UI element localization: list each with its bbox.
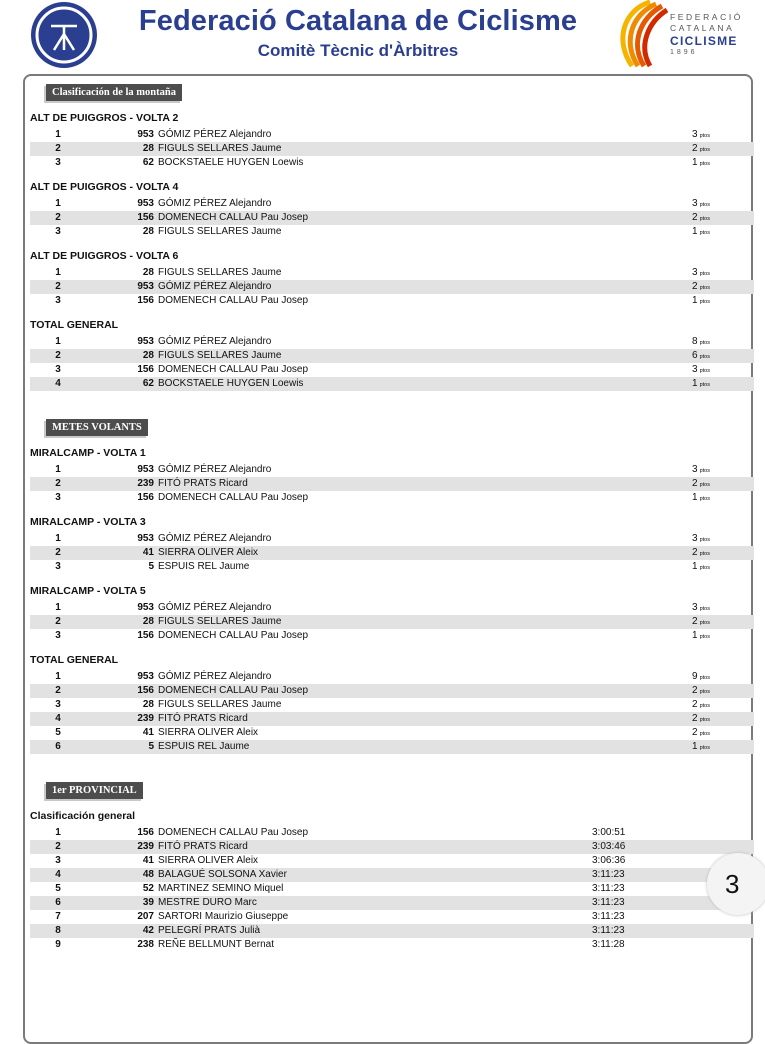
points-unit: ptos (699, 202, 710, 208)
position-cell: 3 (55, 226, 61, 237)
position-cell: 1 (55, 602, 61, 613)
points-value: 2 (692, 685, 698, 696)
position-cell: 3 (55, 561, 61, 572)
dorsal-cell: 52 (142, 883, 154, 894)
group-title: ALT DE PUIGGROS - VOLTA 6 (30, 250, 179, 262)
table-row (30, 128, 754, 142)
rider-name-cell: SIERRA OLIVER Aleix (158, 547, 259, 558)
rider-name-cell: GÓMIZ PÉREZ Alejandro (158, 533, 272, 544)
time-cell: 3:03:46 (592, 841, 626, 852)
dorsal-cell: 156 (137, 295, 154, 306)
results-content (30, 84, 754, 966)
group-title: MIRALCAMP - VOLTA 3 (30, 516, 146, 528)
table-row (30, 211, 754, 225)
rider-name-cell: DOMENECH CALLAU Pau Josep (158, 827, 309, 838)
dorsal-cell: 62 (142, 378, 154, 389)
dorsal-cell: 156 (137, 827, 154, 838)
table-row (30, 684, 754, 698)
points-unit: ptos (699, 468, 710, 474)
points-value: 3 (692, 602, 698, 613)
points-cell (692, 684, 752, 699)
table-row (30, 477, 754, 491)
points-value: 3 (692, 267, 698, 278)
rider-name-cell: SARTORI Maurizio Giuseppe (158, 911, 289, 922)
points-value: 9 (692, 671, 698, 682)
rider-name-cell: SIERRA OLIVER Aleix (158, 727, 259, 738)
table-row (30, 840, 754, 854)
rider-name-cell: GÓMIZ PÉREZ Alejandro (158, 281, 272, 292)
committee-subtitle: Comitè Tècnic d'Àrbitres (257, 41, 459, 60)
rider-name-cell: MESTRE DURO Marc (158, 897, 257, 908)
table-row (30, 197, 754, 211)
points-unit: ptos (699, 368, 710, 374)
position-cell: 3 (55, 364, 61, 375)
points-cell (692, 560, 752, 575)
points-unit: ptos (699, 731, 710, 737)
dorsal-cell: 41 (142, 727, 154, 738)
dorsal-cell: 41 (142, 855, 154, 866)
time-cell: 3:00:51 (592, 827, 626, 838)
position-cell: 2 (55, 212, 61, 223)
position-cell: 3 (55, 699, 61, 710)
table-row (30, 491, 754, 505)
rider-name-cell: GÓMIZ PÉREZ Alejandro (158, 602, 272, 613)
time-cell: 3:11:23 (592, 911, 625, 922)
position-cell: 3 (55, 295, 61, 306)
dorsal-cell: 239 (137, 478, 154, 489)
dorsal-cell: 28 (142, 267, 154, 278)
position-cell: 2 (55, 143, 61, 154)
table-row (30, 349, 754, 363)
position-cell: 1 (55, 336, 61, 347)
rider-name-cell: FIGULS SELLARES Jaume (158, 143, 282, 154)
position-cell: 4 (55, 378, 61, 389)
federation-title: Federació Catalana de Ciclisme (138, 5, 578, 37)
dorsal-cell: 238 (137, 939, 154, 950)
position-cell: 1 (55, 827, 61, 838)
time-cell: 3:11:23 (592, 925, 625, 936)
dorsal-cell: 953 (137, 336, 154, 347)
points-value: 1 (692, 630, 698, 641)
table-row (30, 266, 754, 280)
points-cell (692, 477, 752, 492)
rider-name-cell: GÓMIZ PÉREZ Alejandro (158, 198, 272, 209)
position-cell: 6 (55, 741, 61, 752)
table-row (30, 560, 754, 574)
points-value: 6 (692, 350, 698, 361)
points-cell (692, 670, 752, 685)
position-cell: 3 (55, 855, 61, 866)
points-unit: ptos (699, 634, 710, 640)
points-cell (692, 532, 752, 547)
dorsal-cell: 28 (142, 226, 154, 237)
position-cell: 3 (55, 492, 61, 503)
dorsal-cell: 62 (142, 157, 154, 168)
dorsal-cell: 953 (137, 533, 154, 544)
points-value: 3 (692, 129, 698, 140)
dorsal-cell: 156 (137, 364, 154, 375)
rider-name-cell: GÓMIZ PÉREZ Alejandro (158, 129, 272, 140)
position-cell: 9 (55, 939, 61, 950)
table-row (30, 363, 754, 377)
page-header (0, 0, 765, 74)
position-cell: 1 (55, 464, 61, 475)
position-cell: 5 (55, 883, 61, 894)
dorsal-cell: 48 (142, 869, 154, 880)
dorsal-cell: 239 (137, 713, 154, 724)
rider-name-cell: SIERRA OLIVER Aleix (158, 855, 259, 866)
table-row (30, 629, 754, 643)
position-cell: 2 (55, 350, 61, 361)
points-unit: ptos (699, 496, 710, 502)
position-cell: 3 (55, 630, 61, 641)
table-row (30, 546, 754, 560)
table-row (30, 156, 754, 170)
points-cell (692, 377, 752, 392)
rider-name-cell: GÓMIZ PÉREZ Alejandro (158, 336, 272, 347)
points-cell (692, 211, 752, 226)
points-unit: ptos (699, 285, 710, 291)
table-row (30, 910, 754, 924)
points-unit: ptos (699, 271, 710, 277)
points-unit: ptos (699, 354, 710, 360)
fcc-wordmark (670, 12, 760, 58)
position-cell: 2 (55, 685, 61, 696)
points-unit: ptos (699, 689, 710, 695)
points-value: 2 (692, 212, 698, 223)
points-unit: ptos (699, 161, 710, 167)
group-title: ALT DE PUIGGROS - VOLTA 2 (30, 112, 179, 124)
points-value: 2 (692, 713, 698, 724)
points-unit: ptos (699, 382, 710, 388)
points-cell (692, 712, 752, 727)
dorsal-cell: 953 (137, 281, 154, 292)
rider-name-cell: ESPUIS REL Jaume (158, 741, 250, 752)
points-unit: ptos (699, 703, 710, 709)
table-row (30, 377, 754, 391)
federation-emblem-logo (27, 0, 101, 70)
rider-name-cell: FITÓ PRATS Ricard (158, 713, 248, 724)
header-titles (118, 4, 598, 62)
position-cell: 2 (55, 281, 61, 292)
results-section (30, 405, 754, 754)
rider-name-cell: DOMENECH CALLAU Pau Josep (158, 295, 309, 306)
section-label: 1er PROVINCIAL (46, 782, 143, 799)
dorsal-cell: 953 (137, 671, 154, 682)
section-spacer (30, 405, 754, 419)
points-cell (692, 142, 752, 157)
points-cell (692, 740, 752, 755)
points-value: 3 (692, 198, 698, 209)
points-value: 2 (692, 478, 698, 489)
rider-name-cell: FIGULS SELLARES Jaume (158, 616, 282, 627)
rider-name-cell: PELEGRÍ PRATS Julià (158, 925, 261, 936)
wordmark-line-3: CICLISME (670, 34, 738, 48)
points-value: 2 (692, 727, 698, 738)
points-cell (692, 294, 752, 309)
rider-name-cell: GÓMIZ PÉREZ Alejandro (158, 671, 272, 682)
wordmark-line-2: CATALANA (670, 23, 735, 33)
rider-name-cell: FIGULS SELLARES Jaume (158, 226, 282, 237)
points-unit: ptos (699, 675, 710, 681)
rider-name-cell: DOMENECH CALLAU Pau Josep (158, 685, 309, 696)
points-unit: ptos (699, 340, 710, 346)
points-value: 1 (692, 378, 698, 389)
rider-name-cell: DOMENECH CALLAU Pau Josep (158, 364, 309, 375)
table-row (30, 854, 754, 868)
points-unit: ptos (699, 216, 710, 222)
table-row (30, 670, 754, 684)
points-cell (692, 463, 752, 478)
points-cell (692, 266, 752, 281)
group-title: ALT DE PUIGGROS - VOLTA 4 (30, 181, 179, 193)
position-cell: 4 (55, 869, 61, 880)
rider-name-cell: BOCKSTAELE HUYGEN Loewis (158, 378, 304, 389)
points-value: 3 (692, 533, 698, 544)
position-cell: 4 (55, 713, 61, 724)
points-value: 1 (692, 226, 698, 237)
points-cell (692, 225, 752, 240)
dorsal-cell: 953 (137, 198, 154, 209)
points-cell (692, 349, 752, 364)
points-cell (692, 280, 752, 295)
time-cell: 3:11:23 (592, 883, 625, 894)
table-row (30, 712, 754, 726)
position-cell: 2 (55, 547, 61, 558)
results-section (30, 768, 754, 952)
dorsal-cell: 156 (137, 685, 154, 696)
dorsal-cell: 28 (142, 143, 154, 154)
points-value: 1 (692, 492, 698, 503)
table-row (30, 740, 754, 754)
dorsal-cell: 28 (142, 699, 154, 710)
time-cell: 3:11:28 (592, 939, 625, 950)
rider-name-cell: GÓMIZ PÉREZ Alejandro (158, 464, 272, 475)
dorsal-cell: 953 (137, 602, 154, 613)
section-label: METES VOLANTS (46, 419, 148, 436)
group-title: MIRALCAMP - VOLTA 5 (30, 585, 146, 597)
group-title: TOTAL GENERAL (30, 654, 119, 666)
points-unit: ptos (699, 551, 710, 557)
dorsal-cell: 5 (148, 561, 154, 572)
rider-name-cell: FITÓ PRATS Ricard (158, 841, 248, 852)
position-cell: 1 (55, 533, 61, 544)
group-title: TOTAL GENERAL (30, 319, 119, 331)
table-row (30, 142, 754, 156)
rider-name-cell: DOMENECH CALLAU Pau Josep (158, 492, 309, 503)
time-cell: 3:11:23 (592, 897, 625, 908)
dorsal-cell: 42 (142, 925, 154, 936)
points-value: 2 (692, 547, 698, 558)
points-unit: ptos (699, 606, 710, 612)
points-cell (692, 601, 752, 616)
group-title: MIRALCAMP - VOLTA 1 (30, 447, 146, 459)
points-cell (692, 335, 752, 350)
table-row (30, 335, 754, 349)
rider-name-cell: MARTINEZ SEMINO Miquel (158, 883, 284, 894)
table-row (30, 882, 754, 896)
points-cell (692, 726, 752, 741)
dorsal-cell: 207 (137, 911, 154, 922)
table-row (30, 924, 754, 938)
points-cell (692, 491, 752, 506)
points-value: 2 (692, 699, 698, 710)
points-cell (692, 698, 752, 713)
points-unit: ptos (699, 620, 710, 626)
rider-name-cell: DOMENECH CALLAU Pau Josep (158, 212, 309, 223)
rider-name-cell: FIGULS SELLARES Jaume (158, 699, 282, 710)
rider-name-cell: BALAGUÉ SOLSONA Xavier (158, 869, 287, 880)
points-cell (692, 615, 752, 630)
rider-name-cell: REÑE BELLMUNT Bernat (158, 939, 274, 950)
points-cell (692, 128, 752, 143)
table-row (30, 463, 754, 477)
points-value: 1 (692, 295, 698, 306)
points-unit: ptos (699, 230, 710, 236)
page-number-badge[interactable]: 3 (707, 853, 765, 915)
points-value: 1 (692, 157, 698, 168)
dorsal-cell: 156 (137, 212, 154, 223)
rider-name-cell: FIGULS SELLARES Jaume (158, 350, 282, 361)
rider-name-cell: FITÓ PRATS Ricard (158, 478, 248, 489)
points-value: 1 (692, 741, 698, 752)
table-row (30, 726, 754, 740)
dorsal-cell: 5 (148, 741, 154, 752)
section-spacer (30, 768, 754, 782)
points-unit: ptos (699, 537, 710, 543)
points-unit: ptos (699, 482, 710, 488)
points-value: 3 (692, 464, 698, 475)
dorsal-cell: 239 (137, 841, 154, 852)
table-row (30, 532, 754, 546)
time-cell: 3:11:23 (592, 869, 625, 880)
points-value: 2 (692, 143, 698, 154)
position-cell: 8 (55, 925, 61, 936)
points-unit: ptos (699, 133, 710, 139)
time-cell: 3:06:36 (592, 855, 626, 866)
dorsal-cell: 953 (137, 129, 154, 140)
wordmark-line-1: FEDERACIÓ (670, 12, 743, 22)
table-row (30, 938, 754, 952)
points-cell (692, 629, 752, 644)
position-cell: 1 (55, 129, 61, 140)
position-cell: 6 (55, 897, 61, 908)
rider-name-cell: DOMENECH CALLAU Pau Josep (158, 630, 309, 641)
points-value: 2 (692, 281, 698, 292)
dorsal-cell: 156 (137, 492, 154, 503)
position-cell: 1 (55, 198, 61, 209)
table-row (30, 280, 754, 294)
points-cell (692, 156, 752, 171)
table-row (30, 225, 754, 239)
dorsal-cell: 28 (142, 350, 154, 361)
points-value: 2 (692, 616, 698, 627)
table-row (30, 868, 754, 882)
rider-name-cell: ESPUIS REL Jaume (158, 561, 250, 572)
points-unit: ptos (699, 745, 710, 751)
dorsal-cell: 156 (137, 630, 154, 641)
position-cell: 1 (55, 671, 61, 682)
table-row (30, 615, 754, 629)
points-value: 1 (692, 561, 698, 572)
points-value: 3 (692, 364, 698, 375)
points-cell (692, 197, 752, 212)
table-row (30, 896, 754, 910)
results-section (30, 84, 754, 391)
points-value: 8 (692, 336, 698, 347)
points-cell (692, 546, 752, 561)
position-cell: 2 (55, 616, 61, 627)
points-unit: ptos (699, 565, 710, 571)
table-row (30, 294, 754, 308)
table-row (30, 826, 754, 840)
rider-name-cell: BOCKSTAELE HUYGEN Loewis (158, 157, 304, 168)
position-cell: 3 (55, 157, 61, 168)
table-row (30, 601, 754, 615)
dorsal-cell: 41 (142, 547, 154, 558)
position-cell: 5 (55, 727, 61, 738)
position-cell: 2 (55, 478, 61, 489)
group-title: Clasificación general (30, 810, 136, 822)
rider-name-cell: FIGULS SELLARES Jaume (158, 267, 282, 278)
position-cell: 7 (55, 911, 61, 922)
dorsal-cell: 39 (142, 897, 154, 908)
section-label: Clasificación de la montaña (46, 84, 182, 101)
points-unit: ptos (699, 717, 710, 723)
points-unit: ptos (699, 147, 710, 153)
dorsal-cell: 28 (142, 616, 154, 627)
position-cell: 2 (55, 841, 61, 852)
wordmark-line-4: 1896 (670, 49, 698, 56)
dorsal-cell: 953 (137, 464, 154, 475)
fcc-stripes-logo (610, 0, 668, 68)
points-unit: ptos (699, 299, 710, 305)
points-cell (692, 363, 752, 378)
table-row (30, 698, 754, 712)
position-cell: 1 (55, 267, 61, 278)
